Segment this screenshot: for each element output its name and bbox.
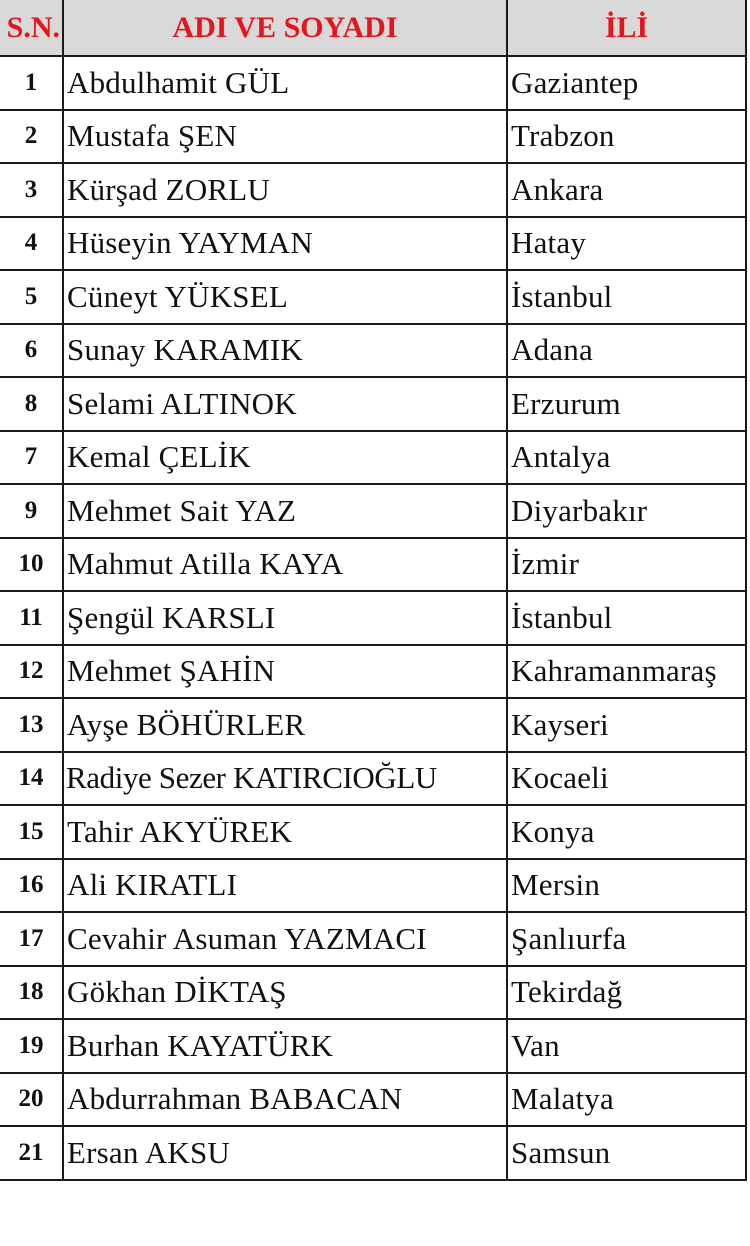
- row-city: Diyarbakır: [507, 484, 746, 538]
- table-row: [0, 645, 746, 699]
- row-name: Cevahir Asuman YAZMACI: [63, 912, 507, 966]
- row-name: Radiye Sezer KATIRCIOĞLU: [63, 752, 507, 806]
- row-name: Cüneyt YÜKSEL: [63, 270, 507, 324]
- table-row: [0, 324, 746, 378]
- row-sn: 9: [0, 484, 63, 538]
- row-sn: 5: [0, 270, 63, 324]
- row-name: Selami ALTINOK: [63, 377, 507, 431]
- row-name: Şengül KARSLI: [63, 591, 507, 645]
- row-sn: 11: [0, 591, 63, 645]
- table-row: [0, 1126, 746, 1180]
- row-city: Kayseri: [507, 698, 746, 752]
- row-city: Kahramanmaraş: [507, 645, 746, 699]
- table-row: [0, 377, 746, 431]
- row-sn: 8: [0, 377, 63, 431]
- row-sn: 12: [0, 645, 63, 699]
- row-name: Abdurrahman BABACAN: [63, 1073, 507, 1127]
- table-row: [0, 1019, 746, 1073]
- row-name: Ali KIRATLI: [63, 859, 507, 913]
- table-body: [0, 56, 746, 1180]
- table-row: [0, 698, 746, 752]
- row-city: Mersin: [507, 859, 746, 913]
- table-row: [0, 912, 746, 966]
- row-sn: 10: [0, 538, 63, 592]
- row-sn: 6: [0, 324, 63, 378]
- header-row: [0, 0, 746, 56]
- row-name: Kemal ÇELİK: [63, 431, 507, 485]
- row-name: Mehmet Sait YAZ: [63, 484, 507, 538]
- row-sn: 14: [0, 752, 63, 806]
- row-name: Sunay KARAMIK: [63, 324, 507, 378]
- row-city: Ankara: [507, 163, 746, 217]
- row-name: Hüseyin YAYMAN: [63, 217, 507, 271]
- row-sn: 19: [0, 1019, 63, 1073]
- row-sn: 7: [0, 431, 63, 485]
- row-city: Gaziantep: [507, 56, 746, 110]
- row-sn: 13: [0, 698, 63, 752]
- table-row: [0, 859, 746, 913]
- table-row: [0, 431, 746, 485]
- row-name: Mehmet ŞAHİN: [63, 645, 507, 699]
- row-sn: 4: [0, 217, 63, 271]
- table-row: [0, 538, 746, 592]
- header-city: İLİ: [507, 0, 746, 56]
- table-row: [0, 484, 746, 538]
- row-name: Burhan KAYATÜRK: [63, 1019, 507, 1073]
- row-name: Kürşad ZORLU: [63, 163, 507, 217]
- table-row: [0, 217, 746, 271]
- header-name: ADI VE SOYADI: [63, 0, 507, 56]
- row-name: Tahir AKYÜREK: [63, 805, 507, 859]
- row-sn: 21: [0, 1126, 63, 1180]
- header-sn: S.N.: [0, 0, 63, 56]
- row-city: Kocaeli: [507, 752, 746, 806]
- row-city: Erzurum: [507, 377, 746, 431]
- row-name: Gökhan DİKTAŞ: [63, 966, 507, 1020]
- row-city: Adana: [507, 324, 746, 378]
- row-city: İzmir: [507, 538, 746, 592]
- row-city: Samsun: [507, 1126, 746, 1180]
- row-city: Konya: [507, 805, 746, 859]
- row-city: Trabzon: [507, 110, 746, 164]
- row-name: Ayşe BÖHÜRLER: [63, 698, 507, 752]
- row-city: Hatay: [507, 217, 746, 271]
- row-city: Antalya: [507, 431, 746, 485]
- row-sn: 1: [0, 56, 63, 110]
- row-name: Abdulhamit GÜL: [63, 56, 507, 110]
- table-row: [0, 752, 746, 806]
- table-row: [0, 163, 746, 217]
- row-sn: 15: [0, 805, 63, 859]
- row-city: Tekirdağ: [507, 966, 746, 1020]
- row-name: Ersan AKSU: [63, 1126, 507, 1180]
- row-sn: 2: [0, 110, 63, 164]
- row-sn: 20: [0, 1073, 63, 1127]
- row-sn: 3: [0, 163, 63, 217]
- row-sn: 17: [0, 912, 63, 966]
- row-sn: 18: [0, 966, 63, 1020]
- row-name: Mahmut Atilla KAYA: [63, 538, 507, 592]
- row-city: Malatya: [507, 1073, 746, 1127]
- table-row: [0, 966, 746, 1020]
- row-sn: 16: [0, 859, 63, 913]
- table-row: [0, 805, 746, 859]
- row-city: Şanlıurfa: [507, 912, 746, 966]
- row-city: İstanbul: [507, 591, 746, 645]
- table-row: [0, 1073, 746, 1127]
- table-row: [0, 270, 746, 324]
- table-row: [0, 56, 746, 110]
- table-header: [0, 0, 746, 56]
- row-city: İstanbul: [507, 270, 746, 324]
- row-city: Van: [507, 1019, 746, 1073]
- row-name: Mustafa ŞEN: [63, 110, 507, 164]
- table-row: [0, 591, 746, 645]
- table-row: [0, 110, 746, 164]
